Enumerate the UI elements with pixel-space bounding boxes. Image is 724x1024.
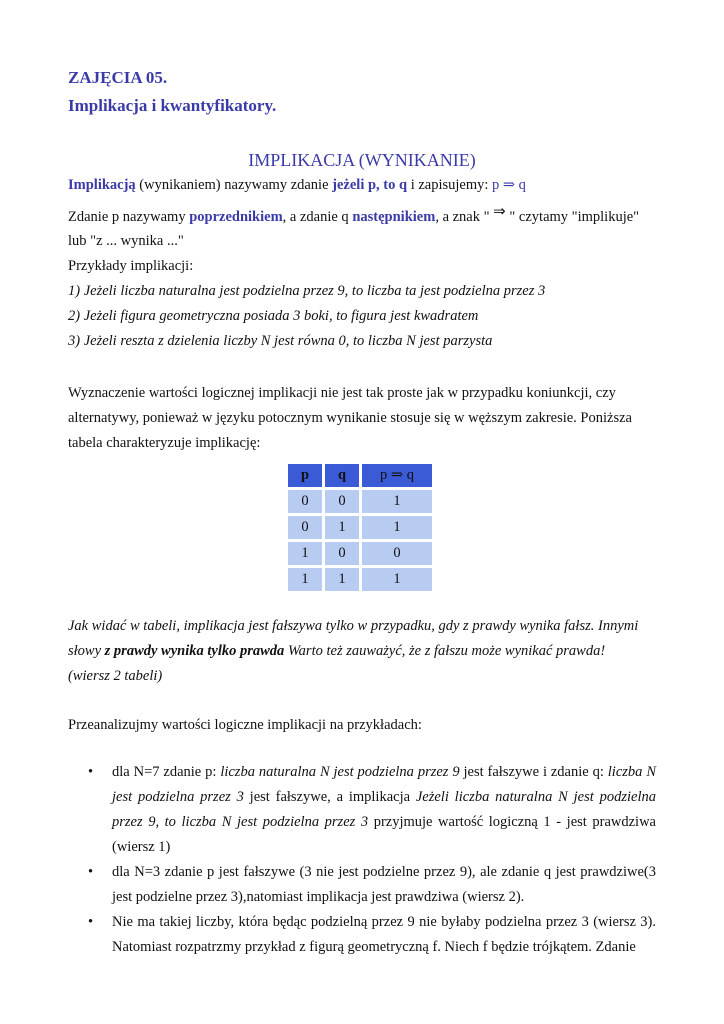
example-2: 2) Jeżeli figura geometryczna posiada 3 boki, to figura jest kwadratem bbox=[68, 308, 479, 324]
lesson-topic-heading: Implikacja i kwantyfikatory. bbox=[68, 96, 277, 115]
definition-form: jeżeli p, to q bbox=[332, 177, 408, 193]
header-p: p bbox=[288, 464, 322, 487]
table-cell: 1 bbox=[288, 568, 322, 591]
table-cell: 1 bbox=[362, 490, 432, 513]
table-row bbox=[288, 490, 432, 513]
naming-line-2: lub "z ... wynika ..." bbox=[68, 233, 184, 249]
table-row bbox=[288, 568, 432, 591]
antecedent-term: poprzednikiem bbox=[189, 209, 283, 225]
section-title: IMPLIKACJA (WYNIKANIE) bbox=[248, 150, 476, 170]
explanation-paragraph: Wyznaczenie wartości logicznej implikacji nie jest tak proste jak w przypadku koniunkcji, czy alternatywy, ponieważ w języku potocznym wynikanie stosuje się w węższym zakresie. Poniższa tabela charakteryzuje implikację: bbox=[68, 385, 632, 451]
table-cell: 0 bbox=[362, 542, 432, 565]
definition-term: Implikacją bbox=[68, 177, 136, 193]
conclusion-emphasis: z prawdy wynika tylko prawda bbox=[104, 643, 285, 659]
table-cell: 0 bbox=[325, 490, 359, 513]
example-3: 3) Jeżeli reszta z dzielenia liczby N jest równa 0, to liczba N jest parzysta bbox=[68, 333, 493, 349]
truth-table bbox=[285, 461, 435, 594]
lesson-number-heading: ZAJĘCIA 05. bbox=[68, 68, 168, 87]
table-cell: 1 bbox=[325, 516, 359, 539]
header-implication: p ⇒ q bbox=[362, 464, 432, 487]
table-cell: 0 bbox=[325, 542, 359, 565]
bullet-icon: • bbox=[88, 764, 94, 780]
list-item: • dla N=3 zdanie p jest fałszywe (3 nie jest podzielne przez 9), ale zdanie q jest prawdziwe(3 jest podzielne przez 3),natomiast implikacja jest prawdziwa (wiersz 2). bbox=[88, 860, 656, 910]
table-row bbox=[288, 542, 432, 565]
table-cell: 0 bbox=[288, 490, 322, 513]
implication-notation: p ⇒ q bbox=[492, 177, 526, 193]
table-cell: 1 bbox=[325, 568, 359, 591]
table-cell: 1 bbox=[362, 568, 432, 591]
list-item: • dla N=7 zdanie p: liczba naturalna N jest podzielna przez 9 jest fałszywe i zdanie q: liczba N jest podzielna przez 3 jest fałszywe, a implikacja Jeżeli liczba naturalna N jest podzielna przez 9, to liczba N jest podzielna przez 3 przyjmuje wartość logiczną 1 - jest prawdziwa (wiersz 1) bbox=[88, 760, 656, 860]
examples-heading: Przykłady implikacji: bbox=[68, 258, 194, 274]
header-q: q bbox=[325, 464, 359, 487]
analysis-list bbox=[88, 760, 656, 960]
conclusion-paragraph: Jak widać w tabeli, implikacja jest fałszywa tylko w przypadku, gdy z prawdy wynika fałsz. Innymi słowy z prawdy wynika tylko prawda Warto też zauważyć, że z fałszu może wynikać prawda! (wiersz 2 tabeli) bbox=[68, 618, 639, 684]
table-cell: 1 bbox=[362, 516, 432, 539]
naming-line: Zdanie p nazywamy poprzednikiem, a zdanie q następnikiem, a znak " ⇒ " czytamy "implikuje" bbox=[68, 202, 640, 225]
example-1: 1) Jeżeli liczba naturalna jest podzielna przez 9, to liczba ta jest podzielna przez 3 bbox=[68, 283, 546, 299]
implication-arrow-icon: ⇒ bbox=[493, 202, 506, 220]
analysis-intro: Przeanalizujmy wartości logiczne implikacji na przykładach: bbox=[68, 717, 422, 733]
list-item: • Nie ma takiej liczby, która będąc podzielną przez 9 nie byłaby podzielna przez 3 (wiersz 3). Natomiast rozpatrzmy przykład z figurą geometryczną f. Niech f będzie trójkątem. Zdanie bbox=[88, 910, 656, 960]
table-cell: 0 bbox=[288, 516, 322, 539]
table-row bbox=[288, 516, 432, 539]
consequent-term: następnikiem bbox=[352, 209, 436, 225]
bullet-icon: • bbox=[88, 914, 94, 930]
definition-line: Implikacją (wynikaniem) nazywamy zdanie jeżeli p, to q i zapisujemy: p ⇒ q bbox=[68, 177, 526, 193]
bullet-icon: • bbox=[88, 864, 94, 880]
truth-table-header bbox=[288, 464, 432, 487]
table-cell: 1 bbox=[288, 542, 322, 565]
